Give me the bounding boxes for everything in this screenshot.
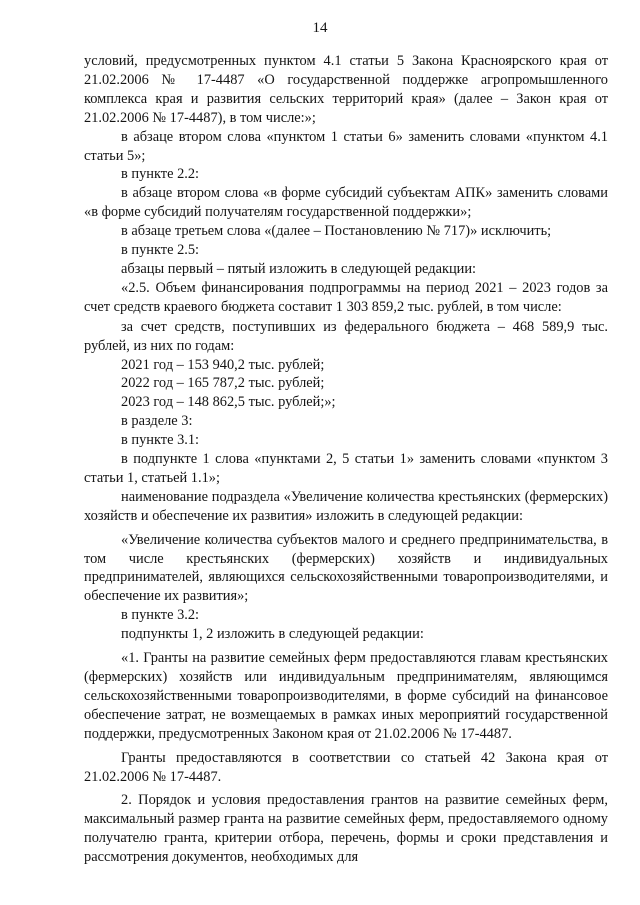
paragraph-8: «2.5. Объем финансирования подпрограммы на период 2021 – 2023 годов за счет средств краевого бюджета составит 1 303 859,2 тыс. рублей, в том числе: [84, 279, 608, 315]
paragraph-10: 2021 год – 153 940,2 тыс. рублей; [121, 356, 325, 373]
paragraph-7: абзацы первый – пятый изложить в следующей редакции: [121, 260, 477, 277]
paragraph-14: в пункте 3.1: [121, 432, 200, 449]
paragraph-2: в абзаце втором слова «пунктом 1 статьи 6» заменить словами «пунктом 4.1 статьи 5»; [84, 128, 608, 164]
paragraph-15: в подпункте 1 слова «пунктами 2, 5 статьи 1» заменить словами «пунктом 3 статьи 1, статьей 1.1»; [84, 451, 608, 486]
page-number: 14 [312, 20, 328, 36]
paragraph-19: подпункты 1, 2 изложить в следующей редакции: [121, 626, 424, 643]
paragraph-11: 2022 год – 165 787,2 тыс. рублей; [121, 375, 325, 392]
paragraph-20: «1. Гранты на развитие семейных ферм предоставляются главам крестьянских (фермерских) хозяйств или индивидуальным предпринимателям, являющимся сельскохозяйственными товаропроизводителями, в форме субсидий на финансовое обеспечение затрат, не возмещаемых в рамках иных мероприятий государственной поддержки, предусмотренных Законом края от 21.02.2006 № 17-4487. [84, 650, 608, 742]
paragraph-3: в пункте 2.2: [121, 166, 200, 183]
paragraph-9: за счет средств, поступивших из федерального бюджета – 468 589,9 тыс. рублей, из них по годам: [84, 318, 608, 354]
paragraph-4: в абзаце втором слова «в форме субсидий субъектам АПК» заменить словами «в форме субсидий получателям государственной поддержки»; [84, 185, 608, 221]
paragraph-6: в пункте 2.5: [121, 242, 200, 259]
paragraph-13: в разделе 3: [121, 413, 193, 430]
paragraph-1: условий, предусмотренных пунктом 4.1 статьи 5 Закона Красноярского края от 21.02.2006 № 17-4487 «О государственной поддержке агропромышленного комплекса края и развития сельских территорий края» (далее – Закон края от 21.02.2006 № 17-4487), в том числе:»; [84, 53, 608, 126]
paragraph-16: наименование подраздела «Увеличение количества крестьянских (фермерских) хозяйств и обеспечение их развития» изложить в следующей редакции: [84, 488, 608, 524]
paragraph-5: в абзаце третьем слова «(далее – Постановлению № 717)» исключить; [121, 223, 552, 240]
paragraph-12: 2023 год – 148 862,5 тыс. рублей;»; [121, 394, 336, 411]
paragraph-18: в пункте 3.2: [121, 607, 200, 624]
paragraph-17: «Увеличение количества субъектов малого и среднего предпринимательства, в том числе крестьянских (фермерских) хозяйств и индивидуальных предпринимателей, являющихся сельскохозяйственными товаропроизводителями, и обеспечение их развития»; [84, 531, 608, 605]
paragraph-21: Гранты предоставляются в соответствии со статьей 42 Закона края от 21.02.2006 № 17-4487. [84, 749, 608, 785]
paragraph-22: 2. Порядок и условия предоставления грантов на развитие семейных ферм, максимальный размер гранта на развитие семейных ферм, предоставляемого одному получателю гранта, критерии отбора, перечень, формы и сроки представления и рассмотрения документов, необходимых для [84, 792, 608, 866]
document-body [84, 52, 608, 867]
